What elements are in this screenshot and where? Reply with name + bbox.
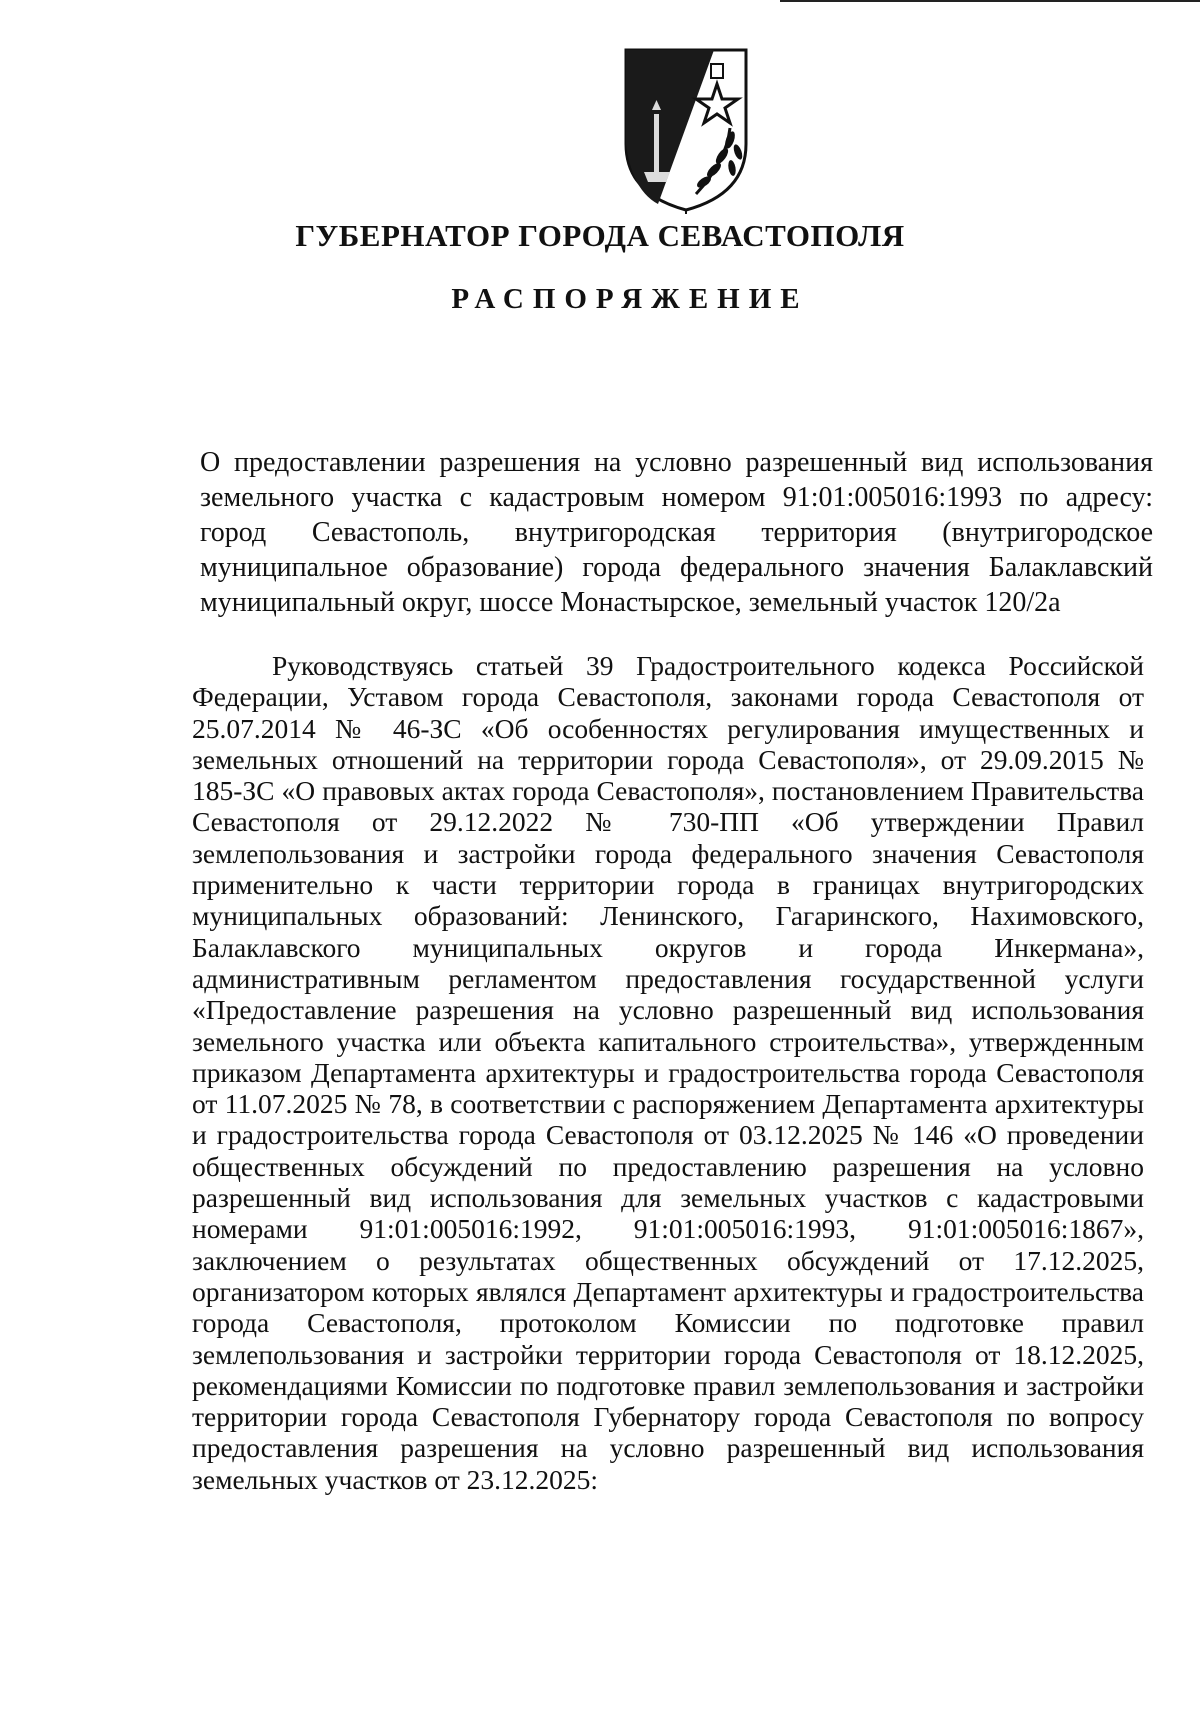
sevastopol-coat-of-arms-icon: [618, 44, 754, 214]
scan-edge-line: [780, 0, 1200, 2]
document-subject: О предоставлении разрешения на условно разрешенный вид использования земельного участка с кадастровым номером 91:01:005016:1993 по адресу: город Севастополь, внутригородская территория (внутригородское муниципальное образование) города федерального значения Балаклавский муниципальный округ, шоссе Монастырское, земельный участок 120/2а: [200, 447, 1153, 618]
organization-title: ГУБЕРНАТОР ГОРОДА СЕВАСТОПОЛЯ: [295, 218, 905, 253]
document-type-heading: РАСПОРЯЖЕНИЕ: [451, 283, 809, 315]
document-body-paragraph: Руководствуясь статьей 39 Градостроительного кодекса Российской Федерации, Уставом города Севастополя, законами города Севастополя от 25.07.2014 № 46-ЗС «Об особенностях регулирования имущественных и земельных отношений на территории города Севастополя», от 29.09.2015 № 185-ЗС «О правовых актах города Севастополя», постановлением Правительства Севастополя от 29.12.2022 № 730-ПП «Об утверждении Правил землепользования и застройки города федерального значения Севастополя применительно к части территории города в границах внутригородских муниципальных образований: Ленинского, Гагаринского, Нахимовского, Балаклавского муниципальных округов и города Инкермана», административным регламентом предоставления государственной услуги «Предоставление разрешения на условно разрешенный вид использования земельного участка или объекта капитального строительства», утвержденным приказом Департамента архитектуры и градостроительства города Севастополя от 11.07.2025 № 78, в соответствии с распоряжением Департамента архитектуры и градостроительства города Севастополя от 03.12.2025 № 146 «О проведении общественных обсуждений по предоставлению разрешения на условно разрешенный вид использования для земельных участков с кадастровыми номерами 91:01:005016:1992, 91:01:005016:1993, 91:01:005016:1867», заключением о результатах общественных обсуждений от 17.12.2025, организатором которых являлся Департамент архитектуры и градостроительства города Севастополя, протоколом Комиссии по подготовке правил землепользования и застройки территории города Севастополя от 18.12.2025, рекомендациями Комиссии по подготовке правил землепользования и застройки территории города Севастополя Губернатору города Севастополя по вопросу предоставления разрешения на условно разрешенный вид использования земельных участков от 23.12.2025:: [192, 650, 1144, 1495]
